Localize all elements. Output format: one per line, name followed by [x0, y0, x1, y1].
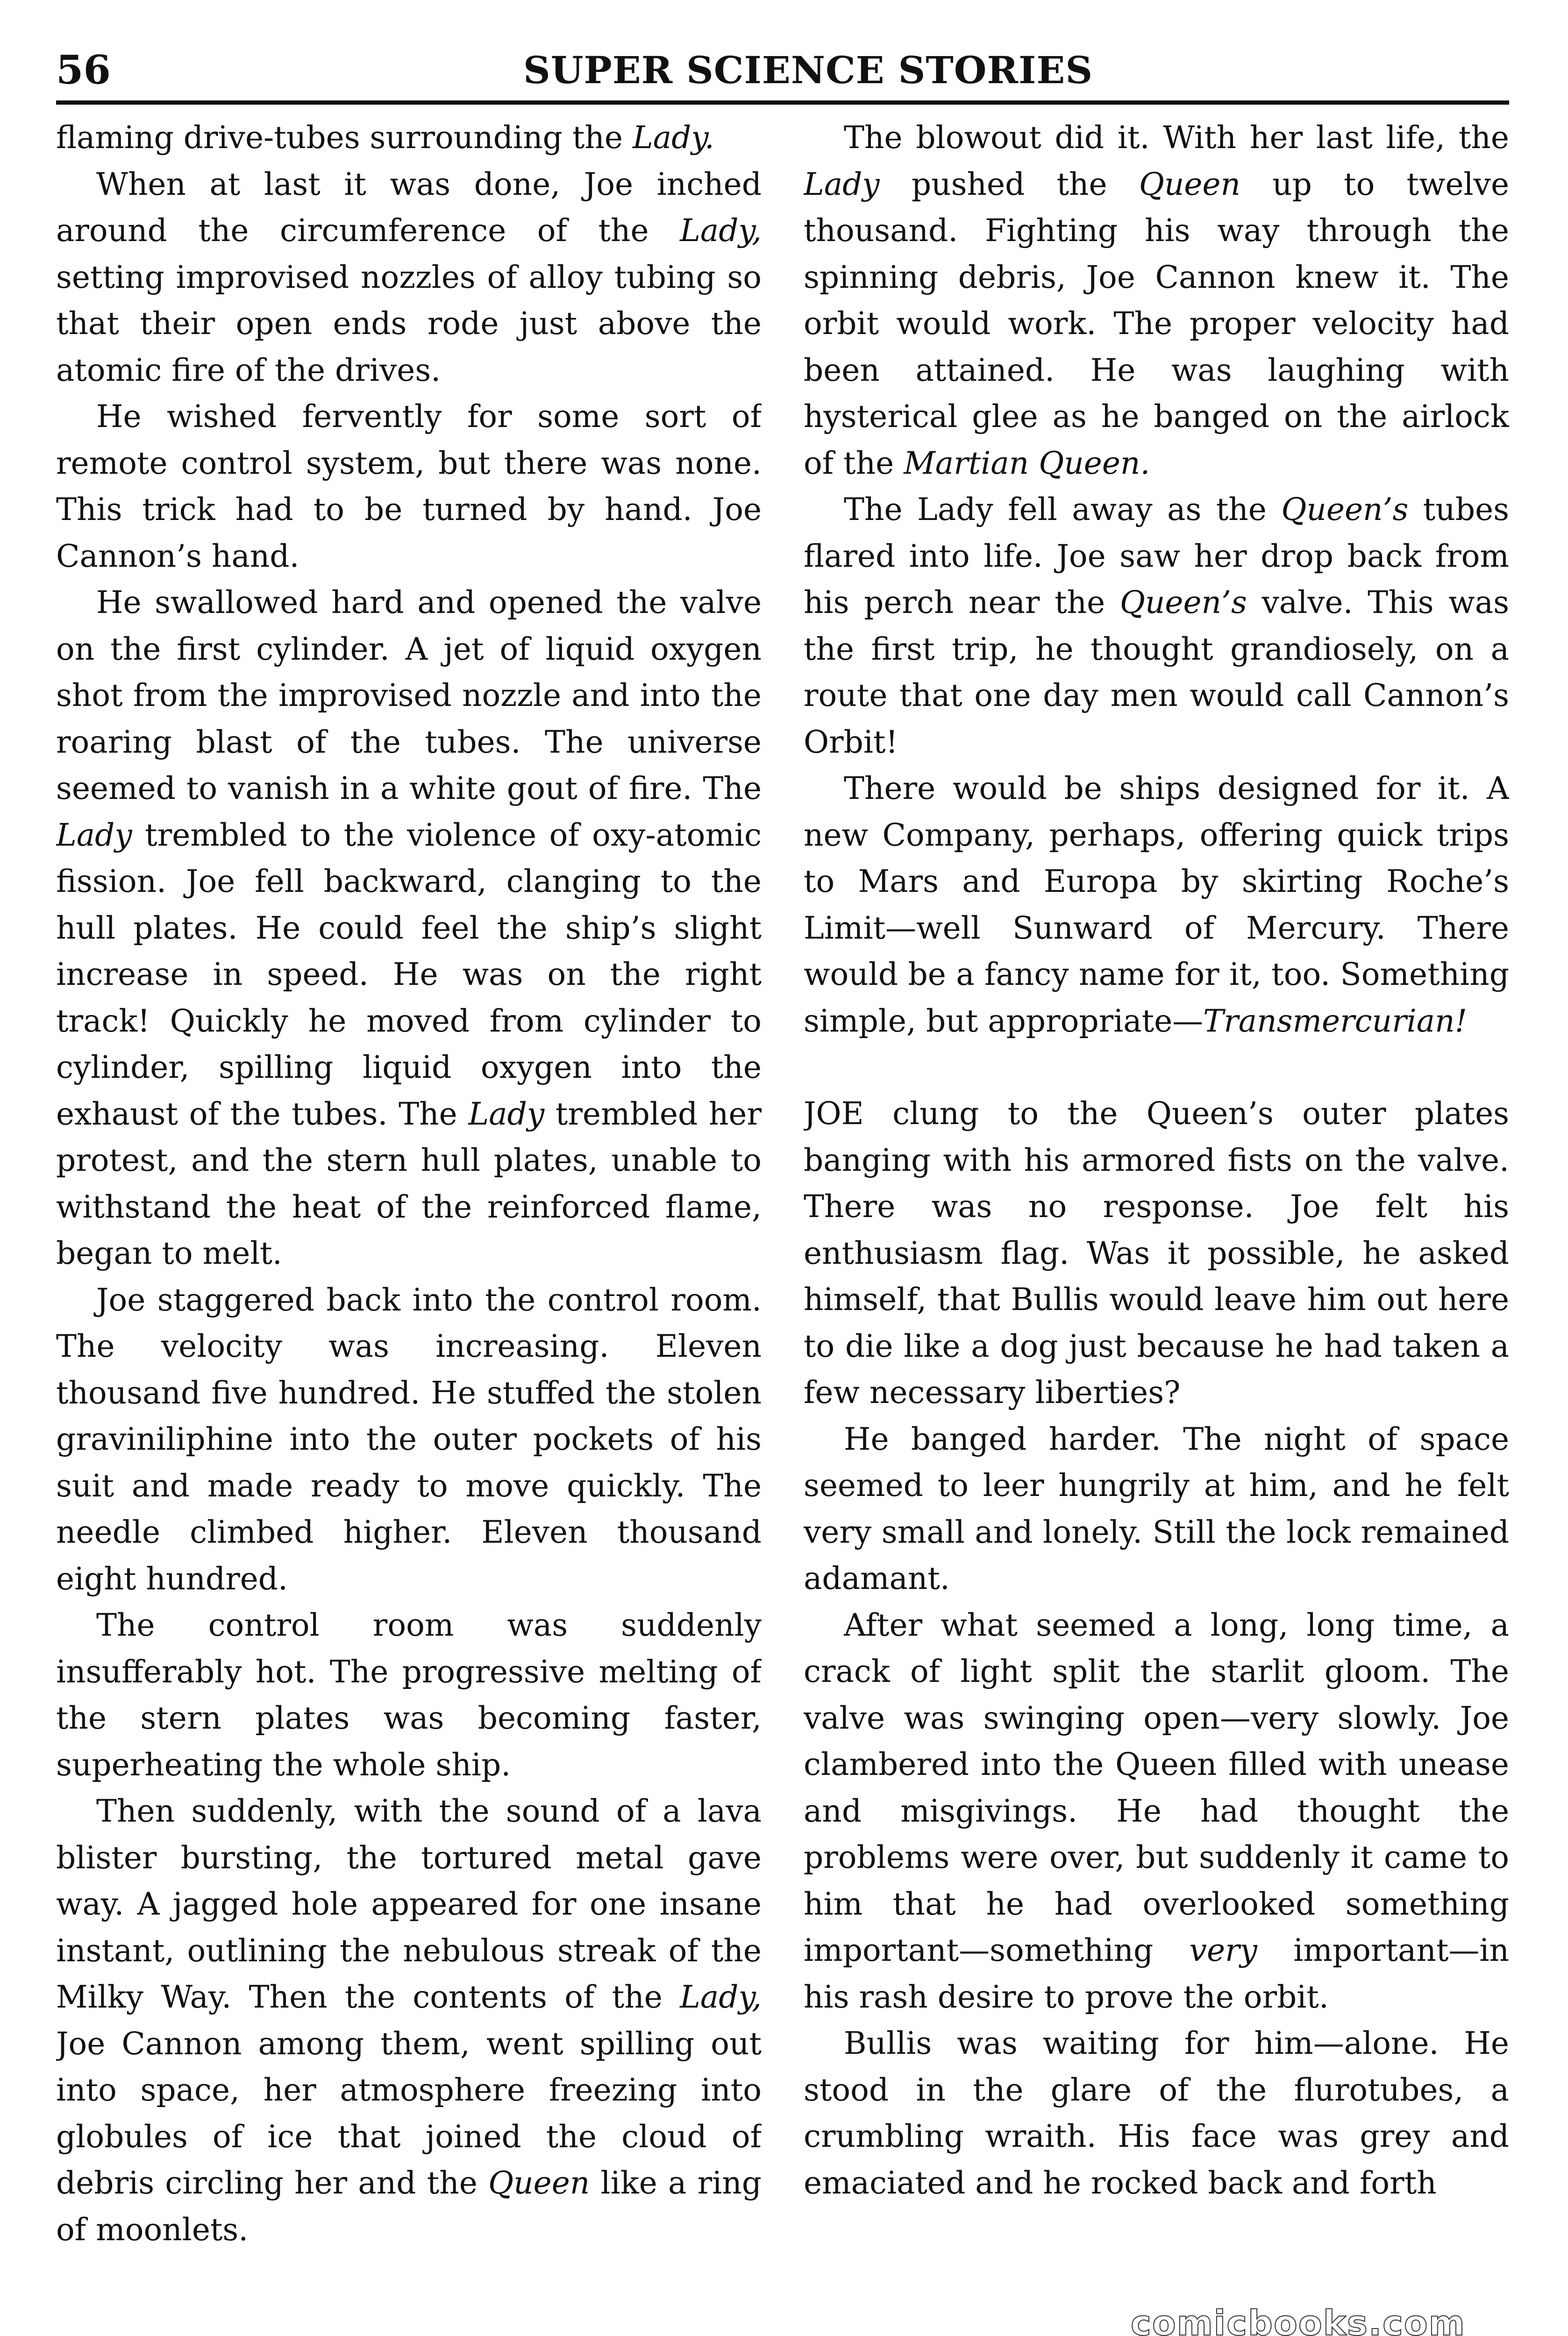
paragraph: After what seemed a long, long time, a crack of light split the starlit gloom. The valve was swinging open—very slowly. Joe clambered into the Queen filled with unease and misgivings. He had thought the problems were over, but suddenly it came to him that he had overlooked something important—something very important—in his rash desire to prove the orbit.: [804, 1607, 1509, 2015]
right-column: [804, 114, 1509, 2336]
paragraph: He wished fervently for some sort of remote control system, but there was none. This trick had to be turned by hand. Joe Cannon’s hand.: [56, 399, 762, 574]
paragraph: When at last it was done, Joe inched around the circumference of the Lady, setting improvised nozzles of alloy tubing so that their open ends rode just above the atomic fire of the drives.: [56, 166, 762, 388]
paragraph: He swallowed hard and opened the valve on the first cylinder. A jet of liquid oxygen shot from the improvised nozzle and into the roaring blast of the tubes. The universe seemed to vanish in a white gout of fire. The Lady trembled to the violence of oxy-atomic fission. Joe fell backward, clanging to the hull plates. He could feel the ship’s slight increase in speed. He was on the right track! Quickly he moved from cylinder to cylinder, spilling liquid oxygen into the exhaust of the tubes. The Lady trembled her protest, and the stern hull plates, unable to withstand the heat of the reinforced flame, began to melt.: [56, 584, 762, 1271]
left-column: [56, 114, 762, 2336]
paragraph: The control room was suddenly insufferably hot. The progressive melting of the stern plates was becoming faster, superheating the whole ship.: [56, 1607, 762, 1783]
paragraph: The blowout did it. With her last life, the Lady pushed the Queen up to twelve thousand. Fighting his way through the spinning debris, Joe Cannon knew it. The orbit would work. The proper velocity had been attained. He was laughing with hysterical glee as he banged on the airlock of the Martian Queen.: [804, 120, 1509, 481]
paragraph: There would be ships designed for it. A new Company, perhaps, offering quick trips to Mars and Europa by skirting Roche’s Limit—well Sunward of Mercury. There would be a fancy name for it, too. Something simple, but appropriate—Transmercurian!: [804, 770, 1509, 1039]
header-rule: [56, 100, 1509, 105]
paragraph: Bullis was waiting for him—alone. He stood in the glare of the flurotubes, a crumbling wraith. His face was grey and emaciated and he rocked back and forth: [804, 2025, 1509, 2201]
paragraph: The Lady fell away as the Queen’s tubes flared into life. Joe saw her drop back from his perch near the Queen’s valve. This was the first trip, he thought grandiosely, on a route that one day men would call Cannon’s Orbit!: [804, 491, 1509, 760]
paragraph: flaming drive-tubes surrounding the Lady.: [56, 120, 714, 156]
paragraph: JOE clung to the Queen’s outer plates banging with his armored fists on the valve. There was no response. Joe felt his enthusiasm flag. Was it possible, he asked himself, that Bullis would leave him out here to die like a dog just because he had taken a few necessary liberties?: [804, 1096, 1509, 1410]
running-title: SUPER SCIENCE STORIES: [523, 48, 1093, 92]
paragraph: He banged harder. The night of space seemed to leer hungrily at him, and he felt very small and lonely. Still the lock remained adamant.: [804, 1421, 1509, 1596]
paragraph: Then suddenly, with the sound of a lava blister bursting, the tortured metal gave way. A jagged hole appeared for one insane instant, outlining the nebulous streak of the Milky Way. Then the contents of the Lady, Joe Cannon among them, went spilling out into space, her atmosphere freezing into globules of ice that joined the cloud of debris circling her and the Queen like a ring of moonlets.: [56, 1793, 762, 2248]
page-header: [56, 44, 1509, 96]
paragraph: Joe staggered back into the control room. The velocity was increasing. Eleven thousand five hundred. He stuffed the stolen graviniliphine into the outer pockets of his suit and made ready to move quickly. The needle climbed higher. Eleven thousand eight hundred.: [56, 1282, 762, 1597]
page-number: 56: [56, 47, 111, 93]
watermark: comicbooks.com: [1131, 2303, 1466, 2336]
